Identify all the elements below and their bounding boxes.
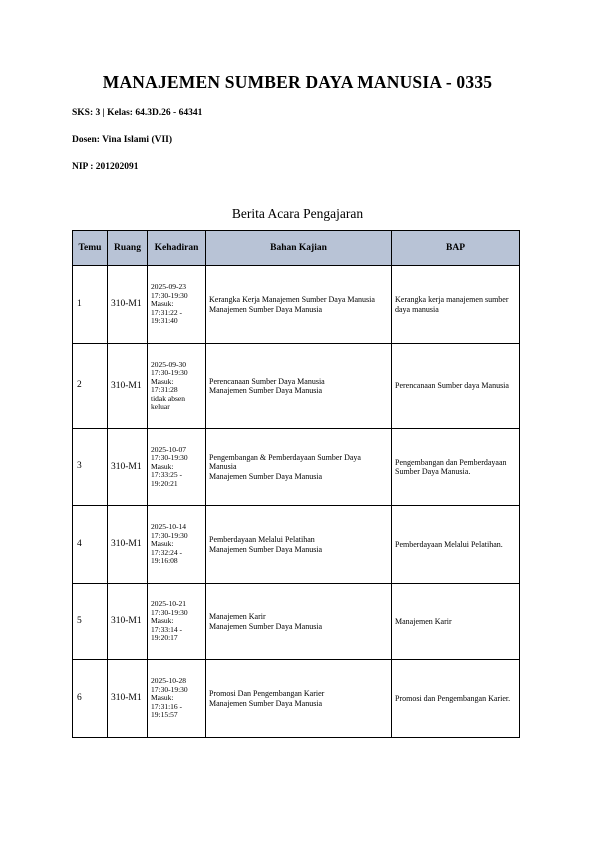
kehadiran-cell (148, 429, 206, 506)
bahan-kajian-cell-line: Manajemen Sumber Daya Manusia (209, 544, 323, 554)
header-ruang: Ruang (108, 231, 148, 266)
table-row (73, 506, 520, 584)
kehadiran-cell-line: 19:15:57 (151, 710, 178, 720)
ruang-cell: 310-M1 (108, 584, 148, 660)
kehadiran-cell (148, 584, 206, 660)
kehadiran-cell (148, 660, 206, 738)
header-bap: BAP (392, 231, 520, 266)
kehadiran-cell-line: Masuk: (151, 616, 174, 626)
kehadiran-cell-line: 2025-10-21 (151, 599, 186, 609)
bap-cell: Perencanaan Sumber daya Manusia (392, 344, 520, 429)
kehadiran-cell-line: 17:30-19:30 (151, 684, 188, 694)
ruang-cell: 310-M1 (108, 660, 148, 738)
header-bahan-kajian: Bahan Kajian (206, 231, 392, 266)
kehadiran-cell-line: Masuk: (151, 539, 174, 549)
ruang-cell: 310-M1 (108, 429, 148, 506)
bahan-kajian-cell (206, 429, 392, 506)
kehadiran-cell (148, 344, 206, 429)
kehadiran-cell-line: 17:31:22 - (151, 307, 183, 317)
bahan-kajian-cell-line: Pemberdayaan Melalui Pelatihan (209, 535, 315, 544)
kehadiran-cell-line: keluar (151, 402, 170, 411)
kehadiran-cell-line: 2025-10-28 (151, 676, 186, 686)
kehadiran-cell (148, 506, 206, 584)
table-row (73, 429, 520, 506)
kehadiran-cell-line: 19:20:17 (151, 633, 178, 643)
temu-cell: 3 (73, 429, 108, 506)
bahan-kajian-cell-line: Manajemen Sumber Daya Manusia (209, 698, 323, 708)
kehadiran-cell-line: 19:16:08 (151, 556, 178, 566)
bahan-kajian-cell (206, 266, 392, 344)
bahan-kajian-cell-line: Manajemen Sumber Daya Manusia (209, 471, 323, 481)
kehadiran-cell-line: Masuk: (151, 376, 174, 386)
bahan-kajian-cell-line: Kerangka Kerja Manajemen Sumber Daya Manusia (209, 295, 375, 304)
kehadiran-cell-line: Masuk: (151, 693, 174, 703)
bahan-kajian-cell-line: Manajemen Sumber Daya Manusia (209, 621, 323, 631)
course-title: MANAJEMEN SUMBER DAYA MANUSIA - 0335 (102, 72, 493, 92)
kehadiran-cell (148, 266, 206, 344)
ruang-cell: 310-M1 (108, 506, 148, 584)
kehadiran-cell-line: 2025-09-23 (151, 282, 186, 292)
kehadiran-cell-line: 17:30-19:30 (151, 368, 188, 377)
kehadiran-cell-line: 17:30-19:30 (151, 290, 188, 300)
bap-cell: Pemberdayaan Melalui Pelatihan. (392, 506, 520, 584)
bap-cell: Promosi dan Pengembangan Karier. (392, 660, 520, 738)
temu-cell: 2 (73, 344, 108, 429)
table-row (73, 344, 520, 429)
kehadiran-cell-line: 19:20:21 (151, 478, 178, 488)
table-row (73, 660, 520, 738)
temu-cell: 1 (73, 266, 108, 344)
temu-cell: 6 (73, 660, 108, 738)
bahan-kajian-cell-line: Pengembangan & Pemberdayaan Sumber Daya Manusia (209, 452, 361, 472)
kehadiran-cell-line: 2025-09-30 (151, 359, 186, 369)
kehadiran-cell-line: 17:33:14 - (151, 624, 183, 634)
sks-class-info: SKS: 3 | Kelas: 64.3D.26 - 64341 (72, 108, 203, 118)
nip-info: NIP : 201202091 (72, 162, 139, 172)
teaching-report-table (72, 230, 520, 738)
bahan-kajian-cell-line: Manajemen Sumber Daya Manusia (209, 304, 323, 314)
kehadiran-cell-line: 17:33:25 - (151, 470, 183, 480)
bap-cell: Pengembangan dan Pemberdayaan Sumber Daya Manusia. (392, 429, 520, 506)
bahan-kajian-cell (206, 506, 392, 584)
temu-cell: 5 (73, 584, 108, 660)
kehadiran-cell-line: Masuk: (151, 299, 174, 309)
kehadiran-cell-line: 17:31:28 (151, 385, 178, 394)
bap-cell: Manajemen Karir (392, 584, 520, 660)
kehadiran-cell-line: 17:30-19:30 (151, 453, 188, 463)
ruang-cell: 310-M1 (108, 344, 148, 429)
ruang-cell: 310-M1 (108, 266, 148, 344)
bap-cell: Kerangka kerja manajemen sumber daya manusia (392, 266, 520, 344)
kehadiran-cell-line: 17:31:16 - (151, 701, 183, 711)
header-temu: Temu (73, 231, 108, 266)
kehadiran-cell-line: 17:30-19:30 (151, 607, 188, 617)
table-row (73, 584, 520, 660)
kehadiran-cell-line: Masuk: (151, 461, 174, 471)
bahan-kajian-cell-line: Perencanaan Sumber Daya Manusia (209, 376, 325, 386)
bahan-kajian-cell (206, 584, 392, 660)
temu-cell: 4 (73, 506, 108, 584)
header-kehadiran: Kehadiran (148, 231, 206, 266)
section-title: Berita Acara Pengajaran (231, 206, 364, 221)
lecturer-info: Dosen: Vina Islami (VII) (72, 135, 173, 145)
kehadiran-cell-line: 2025-10-07 (151, 444, 186, 454)
bahan-kajian-cell-line: Manajemen Karir (209, 612, 266, 621)
table-header-row (73, 231, 520, 266)
kehadiran-cell-line: 17:32:24 - (151, 547, 183, 557)
bahan-kajian-cell (206, 344, 392, 429)
bahan-kajian-cell-line: Promosi Dan Pengembangan Karier (209, 689, 325, 698)
kehadiran-cell-line: 2025-10-14 (151, 522, 186, 532)
table-row (73, 266, 520, 344)
kehadiran-cell-line: 19:31:40 (151, 316, 178, 326)
bahan-kajian-cell-line: Manajemen Sumber Daya Manusia (209, 386, 323, 395)
kehadiran-cell-line: 17:30-19:30 (151, 530, 188, 540)
bahan-kajian-cell (206, 660, 392, 738)
kehadiran-cell-line: tidak absen (151, 393, 185, 403)
